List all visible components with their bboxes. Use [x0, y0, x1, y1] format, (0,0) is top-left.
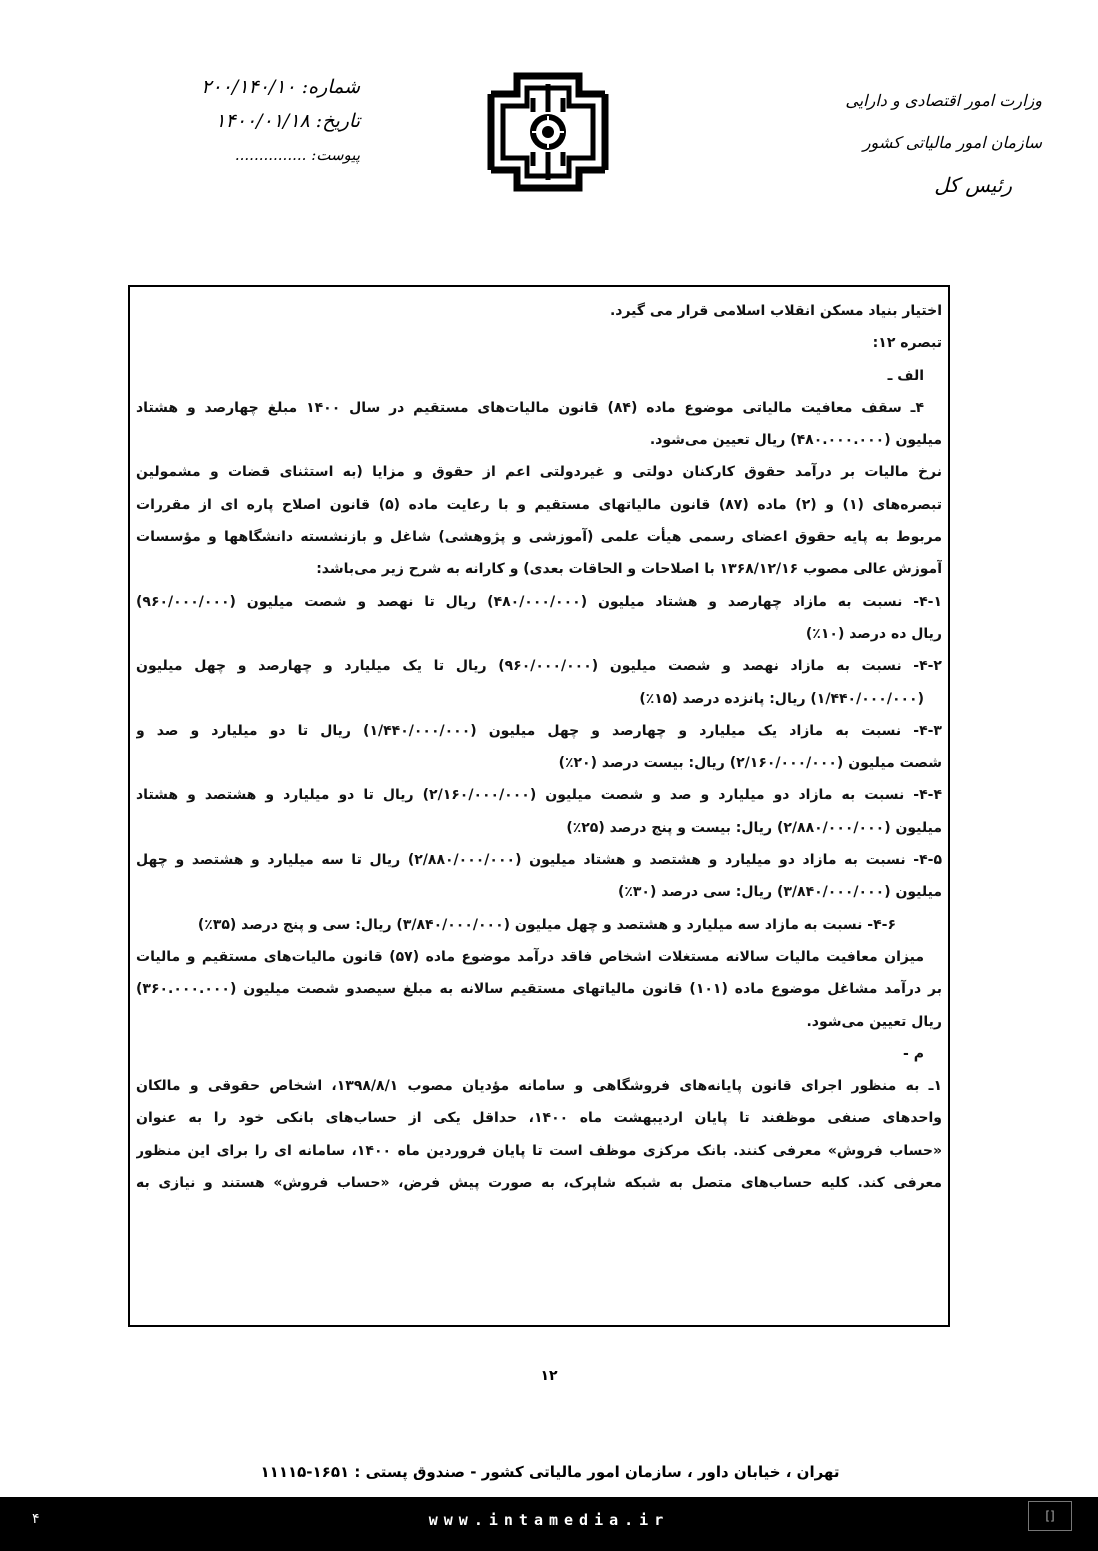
- body-line: (۱/۴۴۰/۰۰۰/۰۰۰) ریال: پانزده درصد (۱۵٪): [639, 690, 924, 707]
- body-line: ریال تعیین می‌شود.: [806, 1013, 942, 1030]
- body-line: ۴-۵- نسبت به مازاد دو میلیارد و هشتصد و هشتاد میلیون (۲/۸۸۰/۰۰۰/۰۰۰) ریال تا سه میلیارد و هشتصد و چهل: [136, 852, 942, 869]
- body-line: بر درآمد مشاغل موضوع ماده (۱۰۱) قانون مالیاتهای مستقیم سالانه به مبلغ سیصدو شصت میلیون (۳۶۰.۰۰۰.۰۰۰): [136, 981, 942, 998]
- body-line: ۴-۴- نسبت به مازاد دو میلیارد و صد و شصت میلیون (۲/۱۶۰/۰۰۰/۰۰۰) ریال تا دو میلیارد و هشتصد و هشتاد: [136, 787, 942, 804]
- organization-name: سازمان امور مالیاتی کشور: [862, 133, 1042, 152]
- body-line: تبصره‌های (۱) و (۲) ماده (۸۷) قانون مالیاتهای مستقیم و با رعایت ماده (۵) قانون اصلاح پاره ای از مقررات: [136, 496, 942, 513]
- body-line: ۱ـ به منظور اجرای قانون پایانه‌های فروشگاهی و سامانه مؤدیان مصوب ۱۳۹۸/۸/۱، اشخاص حقوقی و مالکان: [136, 1078, 942, 1095]
- ministry-name: وزارت امور اقتصادی و دارایی: [845, 91, 1042, 110]
- letter-reference-block: [100, 70, 360, 172]
- letter-number-value: ۲۰۰/۱۴۰/۱۰: [201, 76, 296, 98]
- body-line: تبصره ۱۲:: [872, 335, 942, 352]
- letter-date-value: ۱۴۰۰/۰۱/۱۸: [215, 110, 310, 132]
- letterhead-organization: [782, 80, 1042, 206]
- body-line: ۴-۳- نسبت به مازاد یک میلیارد و چهارصد و چهل میلیون (۱/۴۴۰/۰۰۰/۰۰۰) ریال تا دو میلیارد و صد و: [136, 722, 942, 739]
- letter-attachment: پیوست: ...............: [234, 146, 360, 164]
- letter-date-label: تاریخ: [322, 110, 360, 132]
- body-line: میلیون (۴۸۰.۰۰۰.۰۰۰) ریال تعیین می‌شود.: [649, 432, 942, 449]
- letter-number-label: شماره: [308, 76, 360, 98]
- body-line: ۴-۱- نسبت به مازاد چهارصد و هشتاد میلیون (۴۸۰/۰۰۰/۰۰۰) ریال تا نهصد و شصت میلیون (۹۶۰/۰۰۰/۰۰۰): [136, 593, 942, 610]
- website-link[interactable]: www.intamedia.ir: [428, 1511, 670, 1529]
- body-line: میلیون (۲/۸۸۰/۰۰۰/۰۰۰) ریال: بیست و پنج درصد (۲۵٪): [566, 819, 942, 836]
- body-line: ۴-۲- نسبت به مازاد نهصد و شصت میلیون (۹۶۰/۰۰۰/۰۰۰) ریال تا یک میلیارد و چهارصد و چهل میلیون: [136, 658, 942, 675]
- document-body-frame: [128, 285, 950, 1327]
- body-line: الف ـ: [887, 367, 924, 384]
- body-line: شصت میلیون (۲/۱۶۰/۰۰۰/۰۰۰) ریال: بیست درصد (۲۰٪): [558, 755, 942, 772]
- page-number: ۱۲: [540, 1368, 558, 1384]
- watermark-bar: [0, 1497, 1098, 1551]
- body-line: اختیار بنیاد مسکن انقلاب اسلامی قرار می گیرد.: [609, 303, 942, 319]
- body-line: ۴-۶- نسبت به مازاد سه میلیارد و هشتصد و چهل میلیون (۳/۸۴۰/۰۰۰/۰۰۰) ریال: سی و پنج درصد (۳۵٪): [197, 916, 896, 933]
- letter-attachment-label: پیوست:: [311, 146, 360, 164]
- body-line: «حساب فروش» معرفی کنند. بانک مرکزی موظف است تا پایان فروردین ماه ۱۴۰۰، سامانه ای را برای این منظور: [136, 1142, 942, 1159]
- position-title: رئیس کل: [934, 173, 1012, 197]
- organization-emblem-icon: [487, 72, 609, 192]
- body-line: میلیون (۳/۸۴۰/۰۰۰/۰۰۰) ریال: سی درصد (۳۰٪): [617, 884, 942, 901]
- body-line: ۴ـ سقف معافیت مالیاتی موضوع ماده (۸۴) قانون مالیات‌های مستقیم در سال ۱۴۰۰ مبلغ چهارصد و هشتاد: [136, 399, 924, 416]
- document-body-text: [136, 295, 942, 1199]
- letter-date: تاریخ: ۱۴۰۰/۰۱/۱۸: [215, 110, 360, 132]
- body-line: م -: [903, 1045, 924, 1062]
- body-line: ریال ده درصد (۱۰٪): [805, 625, 942, 642]
- body-line: میزان معافیت مالیات سالانه مستغلات اشخاص فاقد درآمد موضوع ماده (۵۷) قانون مالیات‌های مستقیم و مالیات: [136, 948, 924, 965]
- body-line: نرخ مالیات بر درآمد حقوق کارکنان دولتی و غیردولتی اعم از حقوق و مزایا (به استثنای قضات و مشمولین: [136, 464, 942, 481]
- site-logo-icon: []: [1028, 1501, 1072, 1531]
- body-line: معرفی کند. کلیه حساب‌های متصل به شبکه شاپرک، به صورت پیش فرض، «حساب فروش» هستند و نیازی به: [136, 1175, 942, 1192]
- body-line: مربوط به پایه حقوق اعضای رسمی هیأت علمی (آموزشی و پژوهشی) شاغل و بازنشسته دانشگاهها و مؤسسات: [136, 529, 942, 546]
- body-line: آموزش عالی مصوب ۱۳۶۸/۱۲/۱۶ با اصلاحات و الحاقات بعدی) و کارانه به شرح زیر می‌باشد:: [316, 561, 942, 578]
- corner-mark: ۴: [32, 1511, 40, 1527]
- footer-address: تهران ، خیابان داور ، سازمان امور مالیاتی کشور - صندوق پستی : ۱۶۵۱-۱۱۱۱۵: [260, 1463, 840, 1481]
- letter-number: شماره: ۲۰۰/۱۴۰/۱۰: [201, 76, 360, 98]
- body-line: واحدهای صنفی موظفند تا پایان اردیبهشت ماه ۱۴۰۰، حداقل یکی از حساب‌های بانکی خود را به عنوان: [136, 1110, 942, 1127]
